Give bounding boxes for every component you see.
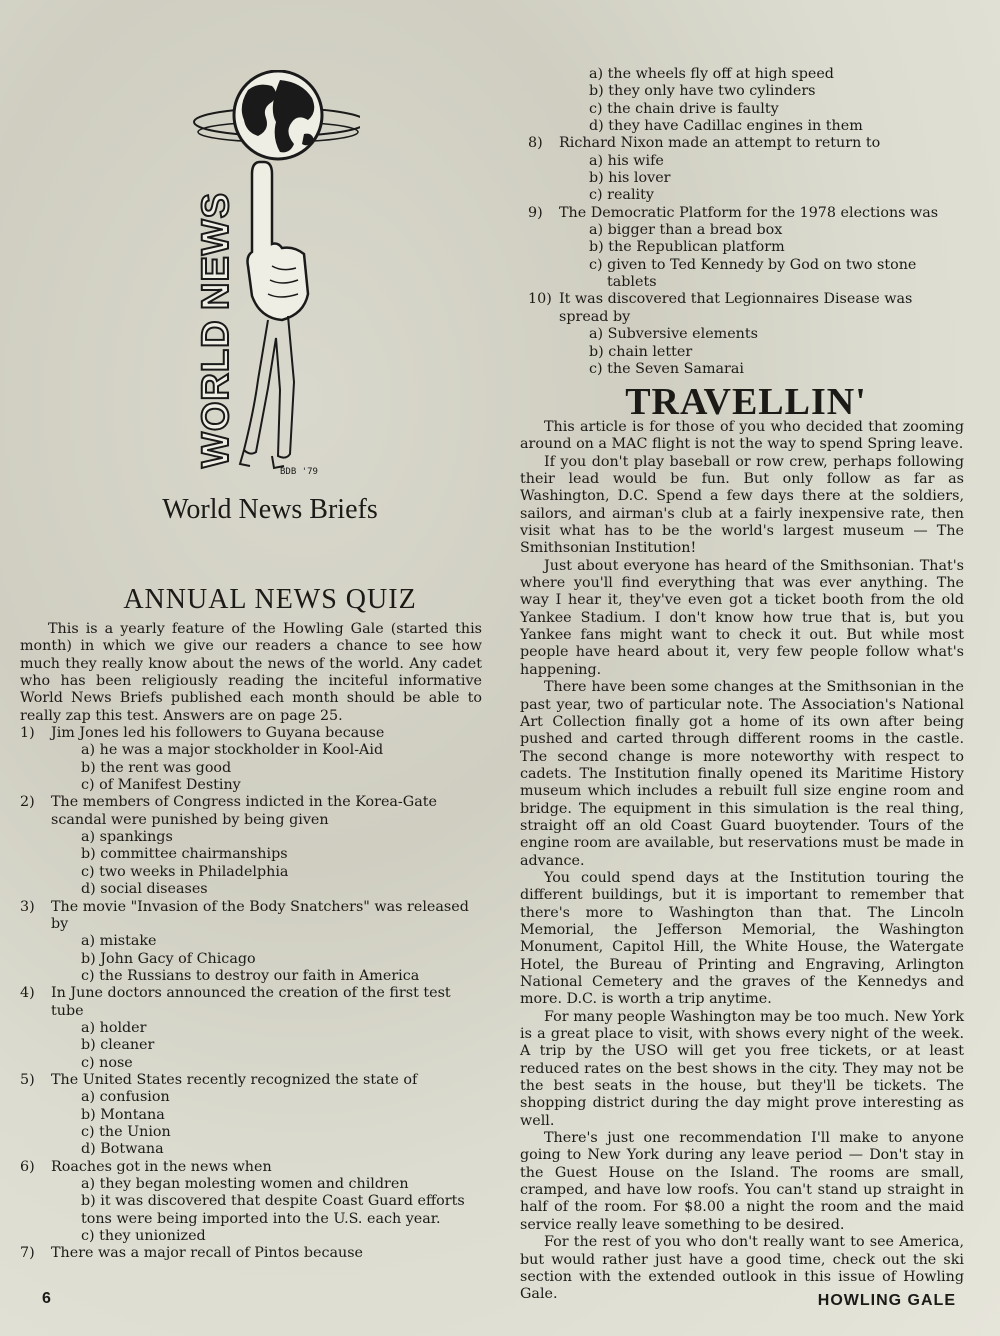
- answer-option: c) given to Ted Kennedy by God on two stone tablets: [589, 256, 917, 291]
- question-text: Roaches got in the news when: [51, 1158, 272, 1175]
- answer-option: c) nose: [81, 1054, 133, 1071]
- answer-option: b) they only have two cylinders: [589, 83, 816, 100]
- question-7-options: [528, 66, 964, 135]
- answer-option: c) reality: [589, 187, 654, 204]
- travel-article: [520, 419, 964, 1304]
- quiz-question: [20, 985, 482, 1072]
- article-paragraph: This article is for those of you who decided that zooming around on a MAC flight is not the way to spend Spring leave.: [520, 419, 964, 453]
- article-paragraph: There's just one recommendation I'll make to anyone going to New York during any leave period — Don't stay in the Guest House on the Island. The rooms are small, cramped, and have low roofs. You can't stand up straight in half of the room. For $8.00 a night the room and the maid service really leave something to be desired.: [520, 1130, 964, 1233]
- answer-option: b) chain letter: [589, 343, 693, 360]
- answer-option: a) they began molesting women and children: [81, 1176, 409, 1192]
- answer-option: a) the wheels fly off at high speed: [589, 66, 834, 82]
- question-text: The movie "Invasion of the Body Snatchers" was released by: [51, 898, 469, 932]
- article-paragraph: There have been some changes at the Smithsonian in the past year, two of particular note. The Association's National Art Collection finally got a home of its own after being pushed and carted through different rooms in the castle. The second change is more noteworthy with respect to cadets. The Institution finally opened its Maritime History museum which includes a rebuilt full size engine room and bridge. The equipment in this simulation is the real thing, straight off an old Coast Guard buoytender. Tours of the engine room are available, but reservations must be made in advance.: [520, 679, 964, 869]
- globe-icon: [194, 71, 360, 159]
- question-text: The Democratic Platform for the 1978 elections was: [559, 204, 939, 221]
- answer-option: tons were being imported into the U.S. each year.: [81, 1210, 441, 1227]
- question-number: 6): [20, 1158, 35, 1175]
- answer-option: a) he was a major stockholder in Kool-Aid: [81, 742, 384, 759]
- quiz-question: [20, 794, 482, 898]
- question-number: 5): [20, 1071, 35, 1088]
- answer-option: d) Botwana: [81, 1141, 164, 1158]
- answer-option: b) committee chairmanships: [81, 846, 288, 863]
- answer-option: b) his lover: [589, 170, 671, 187]
- quiz-right-column: [528, 66, 964, 378]
- article-paragraph: If you don't play baseball or row crew, perhaps following their lead would be fun. But only follow as far as Washington, D.C. Spend a few days there at the soldiers, sailors, and airman's club at a fairly inexpensive rate, then visit what has to be the world's largest museum — The Smithsonian Institution!: [520, 453, 964, 557]
- question-number: 2): [20, 794, 35, 811]
- answer-option: b) the rent was good: [81, 759, 232, 776]
- answer-option: c) of Manifest Destiny: [81, 777, 241, 794]
- quiz-question: [20, 1159, 482, 1246]
- world-news-illustration: [160, 70, 360, 490]
- pointing-hand-icon: [240, 162, 308, 468]
- question-number: 7): [20, 1245, 35, 1262]
- question-list-right: [528, 135, 964, 378]
- answer-option: a) Subversive elements: [589, 326, 758, 343]
- artist-signature: BDB '79: [280, 467, 318, 477]
- article-paragraph: For the rest of you who don't really want to see America, but would rather just have a good time, check out the ski section with the extended outlook in this issue of Howling Gale.: [520, 1234, 964, 1303]
- quiz-question: [528, 135, 964, 204]
- quiz-left-column: [20, 621, 482, 1263]
- article-paragraph: For many people Washington may be too much. New York is a great place to visit, with shows every night of the week. A trip by the USO will get you free tickets, or at least reduced rates on the best shows in the city. They may not be the best seats in the house, but they'll be tickets. The shopping district during the day might prove interesting as well.: [520, 1008, 964, 1129]
- question-number: 4): [20, 985, 35, 1002]
- answer-option: c) the Union: [81, 1123, 171, 1140]
- svg-text:NEWS: NEWS: [195, 192, 237, 310]
- briefs-title: World News Briefs: [162, 494, 378, 525]
- question-number: 1): [20, 725, 35, 742]
- answer-option: c) the Seven Samarai: [589, 360, 744, 377]
- answer-option: a) holder: [81, 1019, 147, 1036]
- answer-option: a) confusion: [81, 1089, 170, 1106]
- answer-option: b) the Republican platform: [589, 239, 785, 256]
- question-text: The members of Congress indicted in the Korea-Gate scandal were punished by being given: [51, 794, 437, 828]
- article-paragraph: Just about everyone has heard of the Smithsonian. That's where you'll find everything that was ever anything. The way I hear it, they've even got a ticket booth from the old Yankee Stadium. I don't know how true that is, but you Yankee fans might want to check it out. But while most people have heard about it, very few people follow what's happening.: [520, 557, 964, 678]
- question-text: It was discovered that Legionnaires Disease was spread by: [559, 291, 913, 325]
- question-number: 3): [20, 898, 35, 915]
- world-news-lettering: [195, 192, 237, 468]
- article-paragraph: You could spend days at the Institution touring the different buildings, but it is important to remember that there's more to Washington than that. The Lincoln Memorial, the Jefferson Memorial, the Washington Monument, Capitol Hill, the White House, the Watergate Hotel, the Bureau of Printing and Engraving, Arlington National Cemetery and the graves of the Kennedys and more. D.C. is worth a trip anytime.: [520, 869, 964, 1008]
- answer-option: c) the Russians to destroy our faith in America: [81, 967, 420, 984]
- answer-option: c) the chain drive is faulty: [589, 100, 779, 117]
- answer-option: c) they unionized: [81, 1228, 206, 1245]
- answer-option: d) they have Cadillac engines in them: [589, 118, 863, 135]
- answer-option: c) two weeks in Philadelphia: [81, 863, 289, 880]
- quiz-question: [20, 725, 482, 794]
- answer-option: b) cleaner: [81, 1037, 155, 1054]
- quiz-question: [20, 1072, 482, 1159]
- quiz-question: [20, 899, 482, 986]
- answer-option: b) it was discovered that despite Coast Guard efforts: [81, 1193, 465, 1210]
- answer-option: d) social diseases: [81, 881, 208, 898]
- question-number: 8): [528, 135, 543, 152]
- answer-option: b) Montana: [81, 1106, 165, 1123]
- question-list-left: [20, 725, 482, 1263]
- quiz-question: [20, 1245, 482, 1262]
- answer-option: a) bigger than a bread box: [589, 222, 783, 239]
- travel-title: TRAVELLIN': [625, 381, 867, 423]
- page-number: 6: [42, 1290, 51, 1307]
- answer-option: a) his wife: [589, 152, 664, 169]
- publication-name: HOWLING GALE: [817, 1292, 956, 1309]
- question-text: The United States recently recognized the state of: [51, 1071, 418, 1088]
- quiz-question: [528, 291, 964, 378]
- answer-option: a) spankings: [81, 829, 173, 846]
- question-text: In June doctors announced the creation of the first test tube: [51, 985, 451, 1019]
- question-text: There was a major recall of Pintos because: [51, 1245, 363, 1262]
- quiz-title: ANNUAL NEWS QUIZ: [123, 584, 417, 615]
- svg-text:WORLD: WORLD: [195, 319, 237, 468]
- quiz-question: [528, 205, 964, 292]
- question-text: Richard Nixon made an attempt to return to: [559, 135, 881, 152]
- question-number: 10): [528, 291, 552, 308]
- question-text: Jim Jones led his followers to Guyana because: [51, 725, 385, 742]
- quiz-intro: This is a yearly feature of the Howling Gale (started this month) in which we give our readers a chance to see how much they really know about the news of the world. Any cadet who has been religiously reading the inciteful informative World News Briefs published each month should be able to really zap this test. Answers are on page 25.: [20, 621, 482, 724]
- answer-option: b) John Gacy of Chicago: [81, 950, 256, 967]
- answer-option: a) mistake: [81, 933, 157, 950]
- question-number: 9): [528, 204, 543, 221]
